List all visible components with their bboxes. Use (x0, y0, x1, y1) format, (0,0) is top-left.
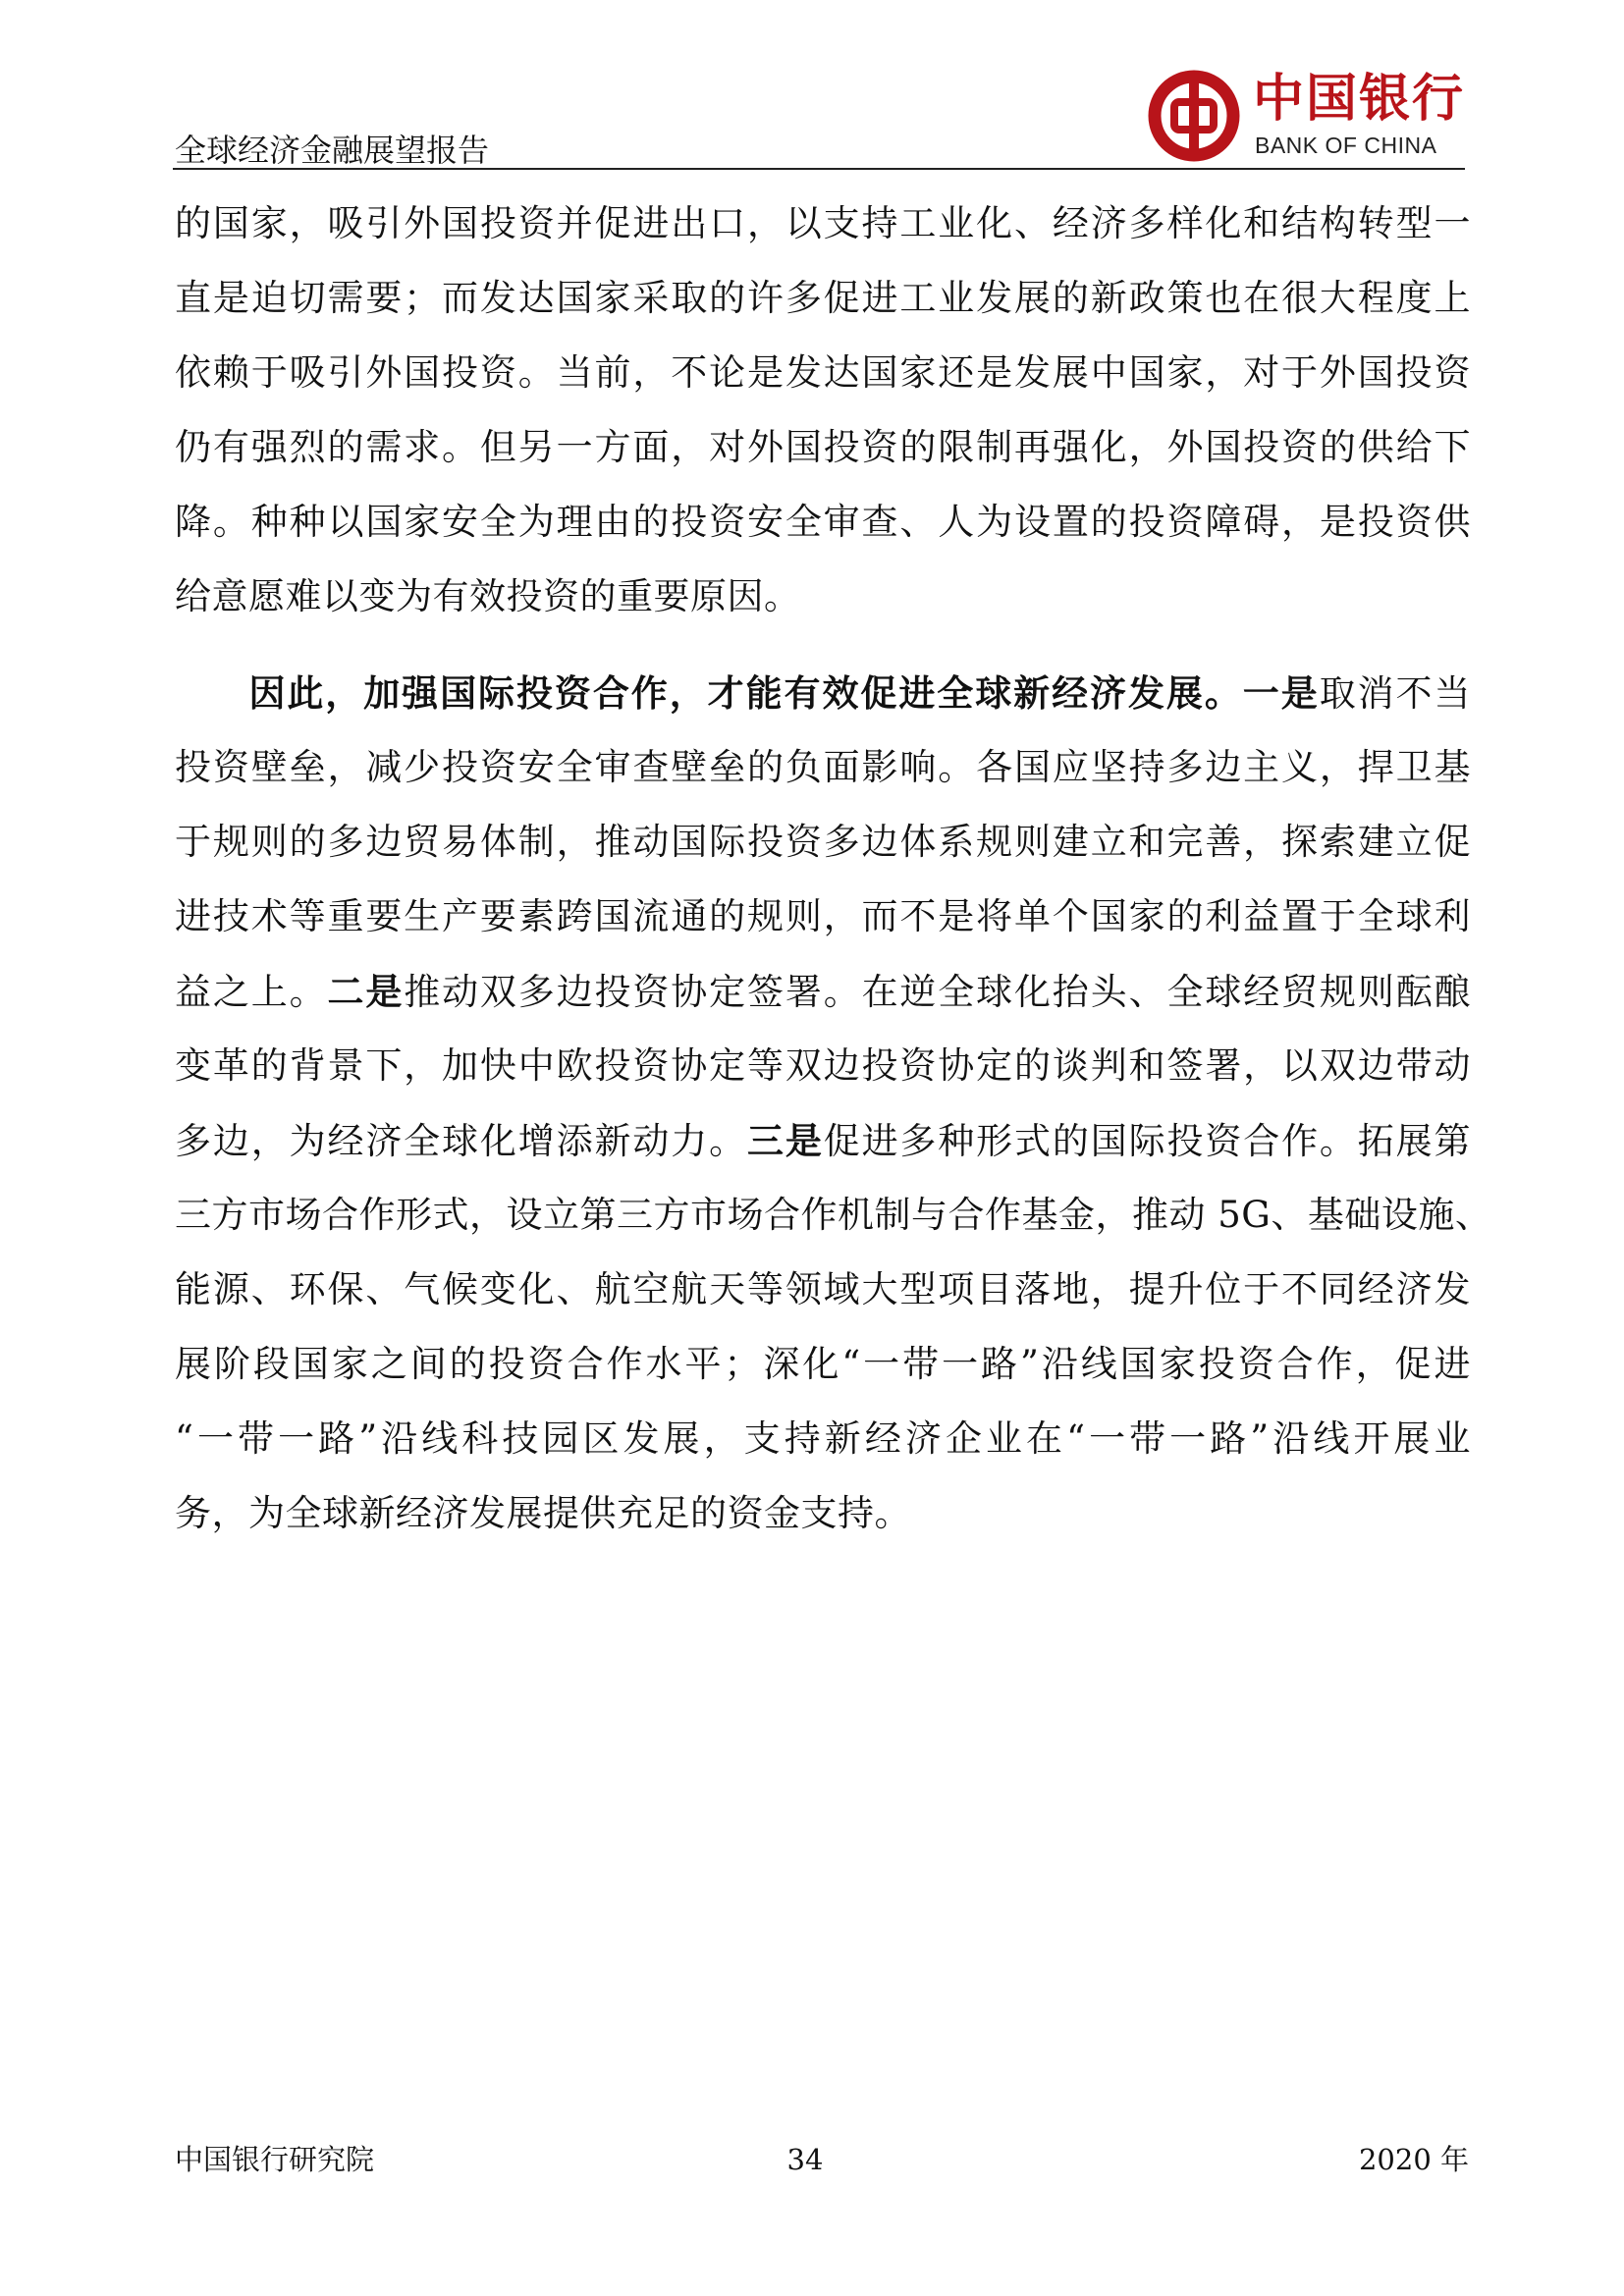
header-divider (173, 168, 1465, 170)
paragraph-2 (175, 656, 1492, 1551)
logo-chinese-name: 中国银行 (1253, 69, 1466, 129)
text-line: “一带一路”沿线科技园区发展，支持新经济企业在“一带一路”沿线开展业 (175, 1417, 1471, 1460)
text-line: 能源、环保、气候变化、航空航天等领域大型项目落地，提升位于不同经济发 (175, 1268, 1471, 1310)
text-run: 益之上。 (175, 971, 328, 1013)
text-line: 于规则的多边贸易体制，推动国际投资多边体系规则建立和完善，探索建立促 (175, 821, 1471, 863)
body-text (175, 187, 1492, 1551)
report-title: 全球经济金融展望报告 (175, 132, 490, 169)
text-run: 取消不当 (1319, 672, 1471, 715)
bold-lead: 二是 (327, 970, 405, 1013)
text-line: 变革的背景下，加快中欧投资协定等双边投资协定的谈判和签署，以双边带动 (175, 1044, 1471, 1087)
footer-institution: 中国银行研究院 (175, 2143, 375, 2176)
text-line: 务，为全球新经济发展提供充足的资金支持。 (175, 1492, 911, 1534)
paragraph-gap (175, 634, 1471, 656)
bold-lead: 因此，加强国际投资合作，才能有效促进全球新经济发展。一是 (247, 671, 1320, 715)
text-line: 进技术等重要生产要素跨国流通的规则，而不是将单个国家的利益置于全球利 (175, 895, 1471, 937)
text-run: 推动双多边投资协定签署。在逆全球化抬头、全球经贸规则酝酿 (404, 971, 1472, 1013)
text-line: 降。种种以国家安全为理由的投资安全审查、人为设置的投资障碍，是投资供 (175, 501, 1471, 543)
text-line (175, 656, 1471, 730)
logo-english-name: BANK OF CHINA (1255, 133, 1437, 158)
bank-of-china-logo (1147, 69, 1471, 163)
text-line: 投资壁垒，减少投资安全审查壁垒的负面影响。各国应坚持多边主义，捍卫基 (175, 746, 1471, 788)
page-number: 34 (786, 2143, 824, 2176)
text-line (175, 954, 1471, 1029)
bold-lead: 三是 (746, 1119, 824, 1162)
text-line: 展阶段国家之间的投资合作水平；深化“一带一路”沿线国家投资合作，促进 (175, 1343, 1471, 1385)
bank-of-china-emblem-icon (1147, 69, 1241, 163)
text-run: 多边，为经济全球化增添新动力。 (175, 1120, 747, 1162)
text-line: 三方市场合作形式，设立第三方市场合作机制与合作基金，推动 5G、基础设施、 (175, 1194, 1492, 1236)
paragraph-1 (175, 187, 1471, 634)
footer-year: 2020 年 (1358, 2143, 1469, 2176)
text-line: 给意愿难以变为有效投资的重要原因。 (175, 575, 801, 617)
text-line: 仍有强烈的需求。但另一方面，对外国投资的限制再强化，外国投资的供给下 (175, 426, 1471, 468)
text-run: 促进多种形式的国际投资合作。拓展第 (823, 1120, 1472, 1162)
text-line: 的国家，吸引外国投资并促进出口，以支持工业化、经济多样化和结构转型一 (175, 202, 1471, 244)
text-line: 依赖于吸引外国投资。当前，不论是发达国家还是发展中国家，对于外国投资 (175, 351, 1471, 394)
text-line: 直是迫切需要；而发达国家采取的许多促进工业发展的新政策也在很大程度上 (175, 277, 1471, 319)
text-line (175, 1103, 1471, 1178)
